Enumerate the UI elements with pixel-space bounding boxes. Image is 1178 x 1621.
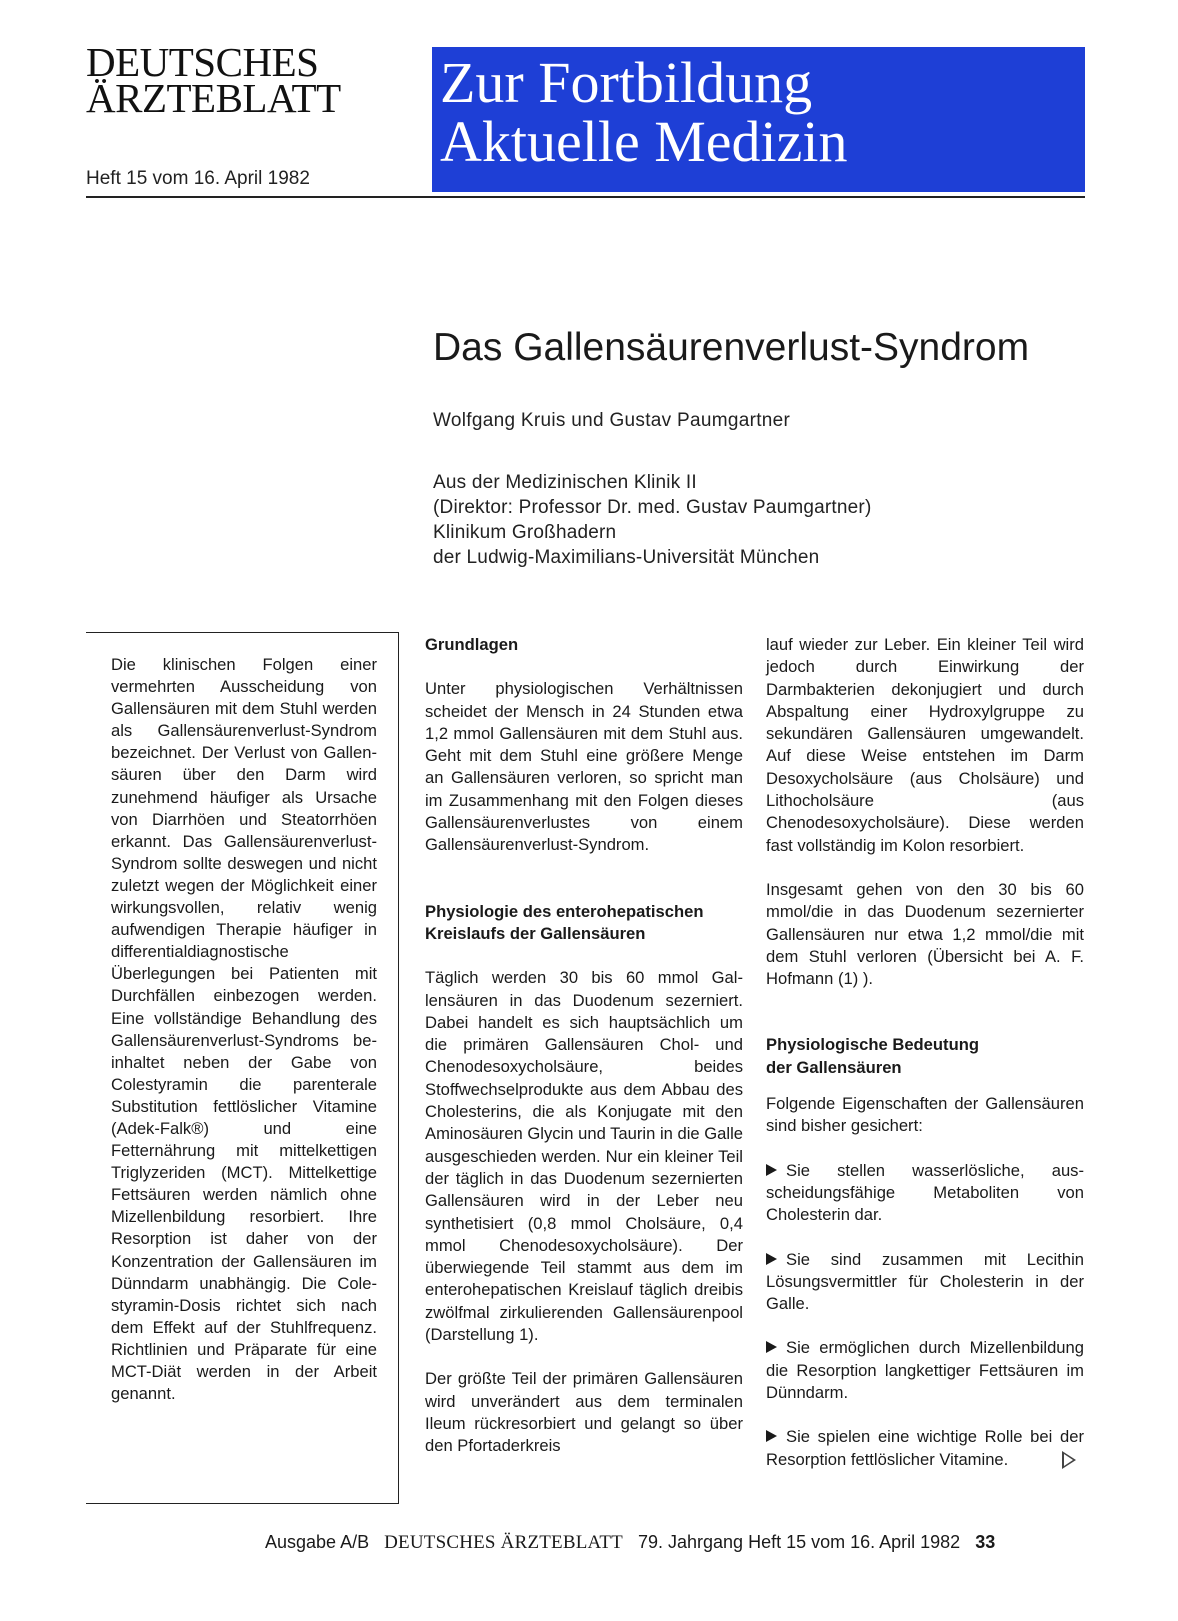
heading-line: der Gallensäuren [766, 1057, 902, 1077]
header-rule [86, 196, 1085, 198]
continue-arrow-icon [1062, 1451, 1076, 1469]
footer-edition: Ausgabe A/B [265, 1532, 370, 1552]
bullet-text: Sie stellen wasserlösliche, ausscheidungsfähige Metaboliten von Cholesterin dar. [766, 1160, 1084, 1225]
affiliation-line: der Ludwig-Maximilians-Universität München [433, 547, 820, 568]
paragraph: Insgesamt gehen von den 30 bis 60 mmol/die in das Duodenum sezernierter Gallensäuren nur etwa 1,2 mmol/die mit dem Stuhl verloren (Übersicht bei A. F. Hofmann (1) ). [766, 879, 1084, 989]
paragraph: Täglich werden 30 bis 60 mmol Gallensäuren in das Duodenum sezerniert. Dabei handelt es sich hauptsächlich um die primären Gallensäuren Chol- und Chenodesoxycholsäure, beides Stoffwechselprodukte aus dem Abbau des Cholesterins, die als Konjugate mit den Aminosäuren Glycin und Taurin in die Galle ausgeschieden werden. Nur ein kleiner Teil der täglich in das Duodenum sezernierten Gallensäuren wird in der Leber neu synthetisiert (0,8 mmol Cholsäure, 0,4 mmol Chenodesoxycholsäure). Der überwiegende Teil stammt aus dem im enterohepatischen Kreislauf täglich dreibis zwölfmal zirkulierenden Gallensäurenpool (Darstellung 1). [425, 968, 743, 1345]
bullet-text: Sie sind zusammen mit Lecithin Lösungsvermittler für Cholesterin in der Galle. [766, 1249, 1084, 1314]
bullet-item [766, 1426, 1084, 1471]
paragraph: Der größte Teil der primären Gallensäuren wird unverändert aus dem terminalen Ileum rückresorbiert und gelangt so über den Pfortaderkreis [425, 1369, 743, 1456]
bullet-text: Sie ermöglichen durch Mizellenbildung die Resorption langkettiger Fettsäuren im Dünndarm. [766, 1338, 1084, 1403]
masthead-line-2: ÄRZTEBLATT [86, 75, 341, 121]
paragraph: Unter physiologischen Verhältnissen scheidet der Mensch in 24 Stunden etwa 1,2 mmol Gallensäuren mit dem Stuhl aus. Geht mit dem Stuhl eine größere Menge an Gallensäuren verloren, so spricht man im Zusammenhang mit den Folgen dieses Gallensäurenverlustes von einem Gallensäurenverlust-Syndrom. [425, 679, 743, 855]
section-heading-grundlagen: Grundlagen [425, 635, 519, 654]
footer-volume: 79. Jahrgang Heft 15 vom 16. April 1982 [637, 1532, 961, 1552]
abstract-text: Die klinischen Folgen einer vermehrten Ausscheidung von Gallensäuren mit dem Stuhl werden als Gallensäurenverlust-Syndrom bezeichnet. Der Verlust von Gallensäuren über den Darm wird zunehmend häufiger als Ursache von Diarrhöen und Steatorrhöen erkannt. Das Gallensäurenverlust-Syndrom sollte deswegen und nicht zuletzt wegen der Möglichkeit einer wirkungsvollen, relativ wenig aufwendigen Therapie häufiger in differentialdiagnostische Überlegungen bei Patienten mit Durchfällen einbezogen werden. Eine vollständige Behandlung des Gallensäurenverlust-Syndroms beinhaltet neben der Gabe von Colestyramin die parenterale Substitution fettlöslicher Vitamine (Adek-Falk®) und eine Fetternährung mit mittelkettigen Triglyzeriden (MCT). Mittelkettige Fettsäuren werden nämlich ohne Mizellenbildung resorbiert. Ihre Resorption ist daher von der Konzentration der Gallensäuren im Dünndarm unabhängig. Die Colestyramin-Dosis richtet sich nach dem Effekt auf der Stuhlfrequenz. Richtlinien und Präparate für eine MCT-Diät werden in der Arbeit genannt. [111, 655, 377, 1404]
bullet-text: Sie spielen eine wichtige Rolle bei der Resorption fettlöslicher Vitamine. [766, 1427, 1084, 1469]
banner-line-2: Aktuelle Medizin [440, 109, 848, 174]
issue-info: Heft 15 vom 16. April 1982 [86, 168, 310, 189]
bullet-item [766, 1249, 1084, 1316]
heading-line: Physiologische Bedeutung [766, 1035, 979, 1055]
triangle-bullet-icon [766, 1430, 777, 1442]
body-column-3 [766, 634, 1084, 1471]
section-heading-bedeutung [766, 1034, 1084, 1079]
bullet-item [766, 1160, 1084, 1227]
triangle-bullet-icon [766, 1341, 777, 1353]
article-affiliation [433, 470, 872, 570]
masthead-line-1: DEUTSCHES [86, 39, 319, 85]
article-title: Das Gallensäurenverlust-Syndrom [433, 326, 1030, 369]
affiliation-line: Aus der Medizinischen Klinik II [433, 472, 697, 493]
paragraph: Folgende Eigenschaften der Gallensäuren sind bisher gesichert: [766, 1094, 1084, 1136]
heading-line: Kreislaufs der Gallensäuren [425, 923, 646, 943]
affiliation-line: (Direktor: Professor Dr. med. Gustav Paumgartner) [433, 497, 872, 518]
page-number: 33 [975, 1532, 996, 1552]
affiliation-line: Klinikum Großhadern [433, 522, 617, 543]
journal-masthead [86, 39, 416, 121]
section-banner [432, 47, 1085, 192]
article-authors: Wolfgang Kruis und Gustav Paumgartner [433, 410, 791, 431]
banner-line-1: Zur Fortbildung [440, 50, 813, 115]
paragraph: lauf wieder zur Leber. Ein kleiner Teil wird jedoch durch Einwirkung der Darmbakterien dekonjugiert und durch Abspaltung einer Hydroxylgruppe zu sekundären Gallensäuren umgewandelt. Auf diese Weise entstehen im Darm Desoxycholsäure (aus Cholsäure) und Lithocholsäure (aus Chenodesoxycholsäure). Diese werden fast vollständig im Kolon resorbiert. [766, 635, 1084, 855]
page-footer [265, 1532, 995, 1554]
bullet-item [766, 1337, 1084, 1404]
heading-line: Physiologie des enterohepatischen [425, 901, 704, 921]
section-heading-physiologie [425, 901, 743, 946]
triangle-bullet-icon [766, 1253, 777, 1265]
triangle-bullet-icon [766, 1164, 777, 1176]
body-column-2 [425, 634, 743, 1458]
footer-journal: DEUTSCHES ÄRZTEBLATT [384, 1532, 623, 1553]
